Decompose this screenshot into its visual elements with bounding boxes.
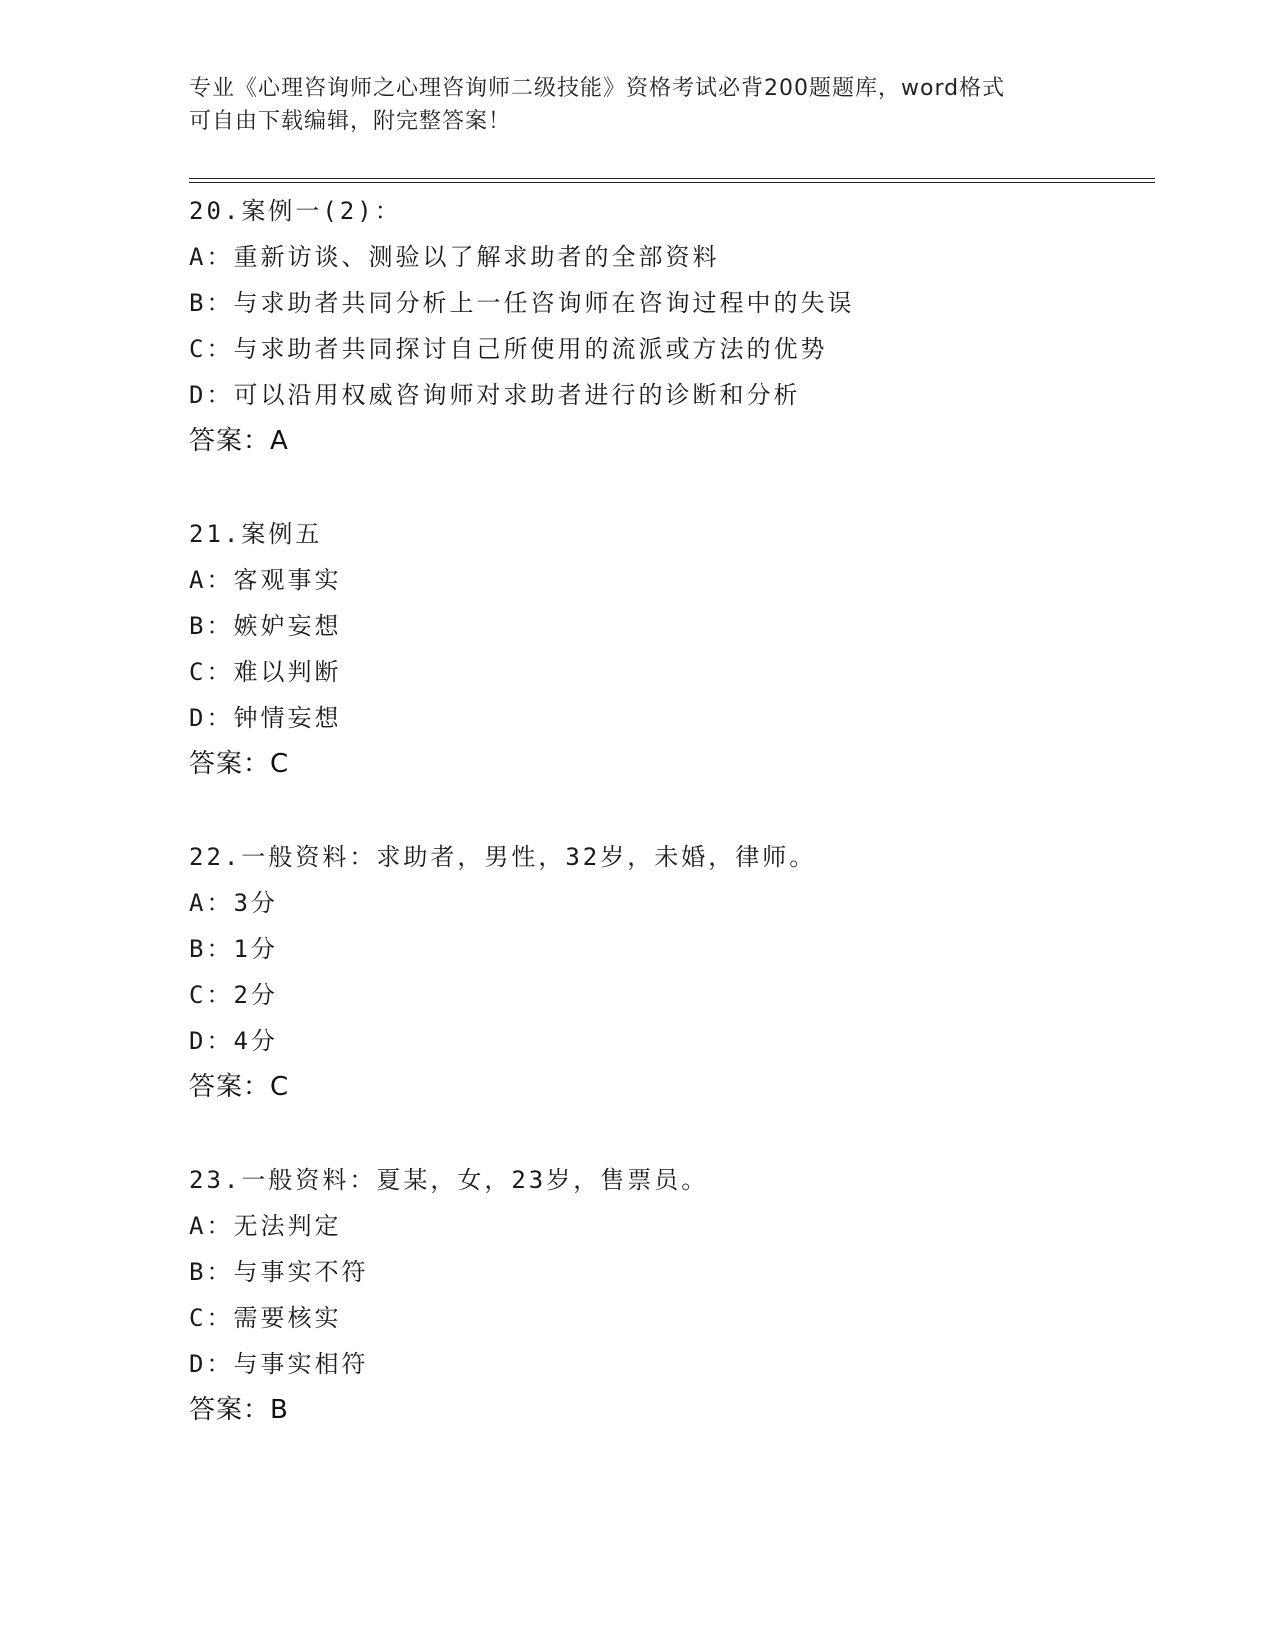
option-a: A：客观事实 (189, 566, 342, 594)
option-c: C：2分 (189, 981, 278, 1009)
answer-label: 答案：A (189, 426, 289, 456)
document-header (189, 72, 1089, 138)
option-c: C：与求助者共同探讨自己所使用的流派或方法的优势 (189, 335, 828, 363)
option-b: B：嫉妒妄想 (189, 612, 342, 640)
option-d: D：4分 (189, 1027, 278, 1055)
option-a: A：3分 (189, 889, 278, 917)
option-b: B：与求助者共同分析上一任咨询师在咨询过程中的失误 (189, 289, 855, 317)
option-a: A：无法判定 (189, 1212, 342, 1240)
answer-label: 答案：C (189, 749, 290, 779)
header-line-1: 专业《心理咨询师之心理咨询师二级技能》资格考试必背200题题库，word格式 (189, 76, 1006, 101)
option-c: C：需要核实 (189, 1304, 342, 1332)
option-b: B：与事实不符 (189, 1258, 369, 1286)
question-stem: 20.案例一(2)： (189, 197, 402, 225)
question-22 (189, 834, 1155, 1110)
answer-label: 答案：C (189, 1072, 290, 1102)
header-line-2: 可自由下载编辑，附完整答案！ (189, 109, 512, 134)
question-stem: 23.一般资料：夏某，女，23岁，售票员。 (189, 1166, 709, 1194)
option-d: D：与事实相符 (189, 1350, 369, 1378)
question-stem: 21.案例五 (189, 520, 323, 548)
option-a: A：重新访谈、测验以了解求助者的全部资料 (189, 243, 720, 271)
option-b: B：1分 (189, 935, 278, 963)
option-c: C：难以判断 (189, 658, 342, 686)
question-21 (189, 511, 1155, 787)
answer-label: 答案：B (189, 1395, 289, 1425)
question-list (189, 188, 1155, 1480)
question-20 (189, 188, 1155, 464)
option-d: D：可以沿用权威咨询师对求助者进行的诊断和分析 (189, 381, 801, 409)
question-23 (189, 1157, 1155, 1433)
question-stem: 22.一般资料：求助者，男性，32岁，未婚，律师。 (189, 843, 817, 871)
header-divider (189, 178, 1155, 183)
option-d: D：钟情妄想 (189, 704, 342, 732)
